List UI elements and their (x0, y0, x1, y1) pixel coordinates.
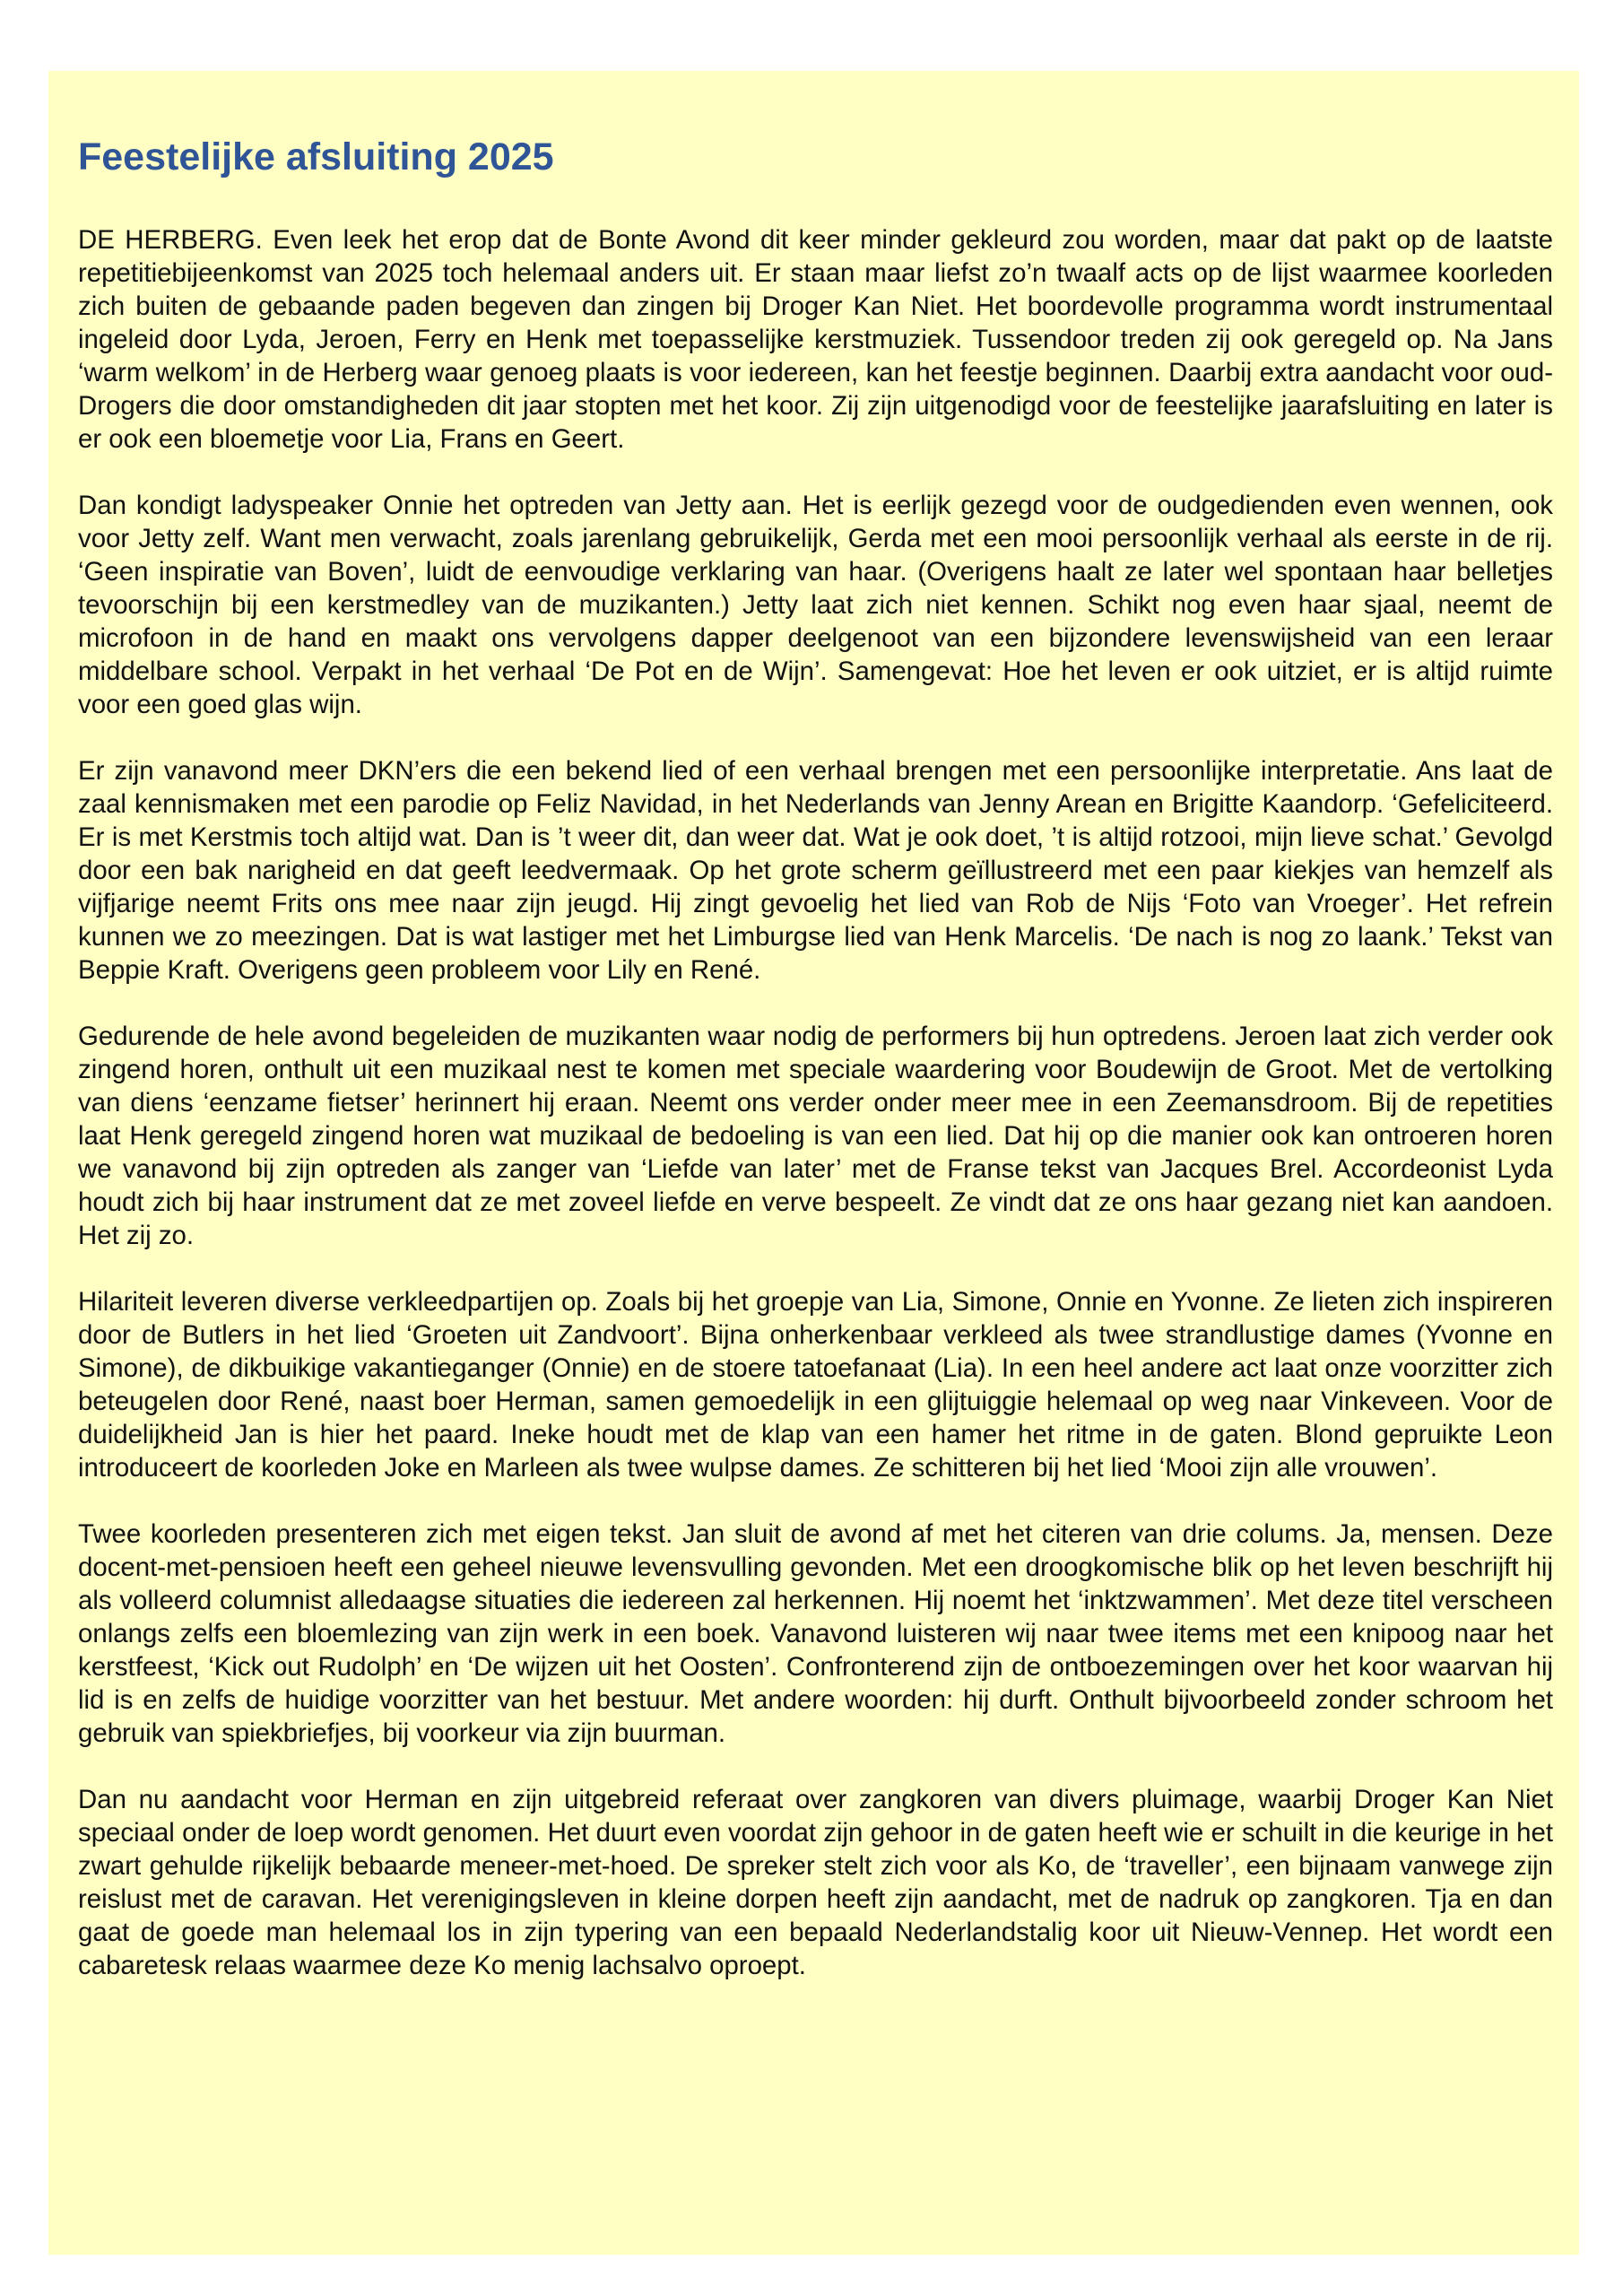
article-panel (48, 71, 1579, 2255)
article-paragraph: DE HERBERG. Even leek het erop dat de Bonte Avond dit keer minder gekleurd zou worden, maar dat pakt op de laatste repetitiebijeenkomst van 2025 toch helemaal anders uit. Er staan maar liefst zo’n twaalf acts op de lijst waarmee koorleden zich buiten de gebaande paden begeven dan zingen bij Droger Kan Niet. Het boordevolle programma wordt instrumentaal ingeleid door Lyda, Jeroen, Ferry en Henk met toepasselijke kerstmuziek. Tussendoor treden zij ook geregeld op. Na Jans ‘warm welkom’ in de Herberg waar genoeg plaats is voor iedereen, kan het feestje beginnen. Daarbij extra aandacht voor oud- Drogers die door omstandigheden dit jaar stopten met het koor. Zij zijn uitgenodigd voor de feestelijke jaarafsluiting en later is er ook een bloemetje voor Lia, Frans en Geert. (78, 225, 1553, 454)
article-paragraph: Hilariteit leveren diverse verkleedpartijen op. Zoals bij het groepje van Lia, Simone, Onnie en Yvonne. Ze lieten zich inspireren door de Butlers in het lied ‘Groeten uit Zandvoort’. Bijna onherkenbaar verkleed als twee strandlustige dames (Yvonne en Simone), de dikbuikige vakantieganger (Onnie) en de stoere tatoefanaat (Lia). In een heel andere act laat onze voorzitter zich beteugelen door René, naast boer Herman, samen gemoedelijk in een glijtuiggie helemaal op weg naar Vinkeveen. Voor de duidelijkheid Jan is hier het paard. Ineke houdt met de klap van een hamer het ritme in de gaten. Blond gepruikte Leon introduceert de koorleden Joke en Marleen als twee wulpse dames. Ze schitteren bij het lied ‘Mooi zijn alle vrouwen’. (78, 1287, 1553, 1483)
article-content (78, 130, 1553, 2015)
article-paragraph: Twee koorleden presenteren zich met eigen tekst. Jan sluit de avond af met het citeren van drie colums. Ja, mensen. Deze docent-met-pensioen heeft een geheel nieuwe levensvulling gevonden. Met een droogkomische blik op het leven beschrijft hij als volleerd columnist alledaagse situaties die iedereen zal herkennen. Hij noemt het ‘inktzwammen’. Met deze titel verscheen onlangs zelfs een bloemlezing van zijn werk in een boek. Vanavond luisteren wij naar twee items met een knipoog naar het kerstfeest, ‘Kick out Rudolph’ en ‘De wijzen uit het Oosten’. Confronterend zijn de ontboezemingen over het koor waarvan hij lid is en zelfs de huidige voorzitter van het bestuur. Met andere woorden: hij durft. Onthult bijvoorbeeld zonder schroom het gebruik van spiekbriefjes, bij voorkeur via zijn buurman. (78, 1519, 1553, 1748)
article-paragraph: Er zijn vanavond meer DKN’ers die een bekend lied of een verhaal brengen met een persoonlijke interpretatie. Ans laat de zaal kennismaken met een parodie op Feliz Navidad, in het Nederlands van Jenny Arean en Brigitte Kaandorp. ‘Gefeliciteerd. Er is met Kerstmis toch altijd wat. Dan is ’t weer dit, dan weer dat. Wat je ook doet, ’t is altijd rotzooi, mijn lieve schat.’ Gevolgd door een bak narigheid en dat geeft leedvermaak. Op het grote scherm geïllustreerd met een paar kiekjes van hemzelf als vijfjarige neemt Frits ons mee naar zijn jeugd. Hij zingt gevoelig het lied van Rob de Nijs ‘Foto van Vroeger’. Het refrein kunnen we zo meezingen. Dat is wat lastiger met het Limburgse lied van Henk Marcelis. ‘De nach is nog zo laank.’ Tekst van Beppie Kraft. Overigens geen probleem voor Lily en René. (78, 756, 1553, 985)
article-paragraph: Gedurende de hele avond begeleiden de muzikanten waar nodig de performers bij hun optredens. Jeroen laat zich verder ook zingend horen, onthult uit een muzikaal nest te komen met speciale waardering voor Boudewijn de Groot. Met de vertolking van diens ‘eenzame fietser’ herinnert hij eraan. Neemt ons verder onder meer mee in een Zeemansdroom. Bij de repetities laat Henk geregeld zingend horen wat muzikaal de bedoeling is van een lied. Dat hij op die manier ook kan ontroeren horen we vanavond bij zijn optreden als zanger van ‘Liefde van later’ met de Franse tekst van Jacques Brel. Accordeonist Lyda houdt zich bij haar instrument dat ze met zoveel liefde en verve bespeelt. Ze vindt dat ze ons haar gezang niet kan aandoen. Het zij zo. (78, 1022, 1553, 1250)
article-paragraph: Dan kondigt ladyspeaker Onnie het optreden van Jetty aan. Het is eerlijk gezegd voor de oudgedienden even wennen, ook voor Jetty zelf. Want men verwacht, zoals jarenlang gebruikelijk, Gerda met een mooi persoonlijk verhaal als eerste in de rij. ‘Geen inspiratie van Boven’, luidt de eenvoudige verklaring van haar. (Overigens haalt ze later wel spontaan haar belletjes tevoorschijn bij een kerstmedley van de muzikanten.) Jetty laat zich niet kennen. Schikt nog even haar sjaal, neemt de microfoon in de hand en maakt ons vervolgens dapper deelgenoot van een bijzondere levenswijsheid van een leraar middelbare school. Verpakt in het verhaal ‘De Pot en de Wijn’. Samengevat: Hoe het leven er ook uitziet, er is altijd ruimte voor een goed glas wijn. (78, 491, 1553, 719)
article-paragraph: Dan nu aandacht voor Herman en zijn uitgebreid referaat over zangkoren van divers pluimage, waarbij Droger Kan Niet speciaal onder de loep wordt genomen. Het duurt even voordat zijn gehoor in de gaten heeft wie er schuilt in die keurige in het zwart gehulde rijkelijk bebaarde meneer-met-hoed. De spreker stelt zich voor als Ko, de ‘traveller’, een bijnaam vanwege zijn reislust met de caravan. Het verenigingsleven in kleine dorpen heeft zijn aandacht, met de nadruk op zangkoren. Tja en dan gaat de goede man helemaal los in zijn typering van een bepaald Nederlandstalig koor uit Nieuw-Vennep. Het wordt een cabaretesk relaas waarmee deze Ko menig lachsalvo oproept. (78, 1785, 1553, 1980)
article-title: Feestelijke afsluiting 2025 (78, 135, 554, 178)
